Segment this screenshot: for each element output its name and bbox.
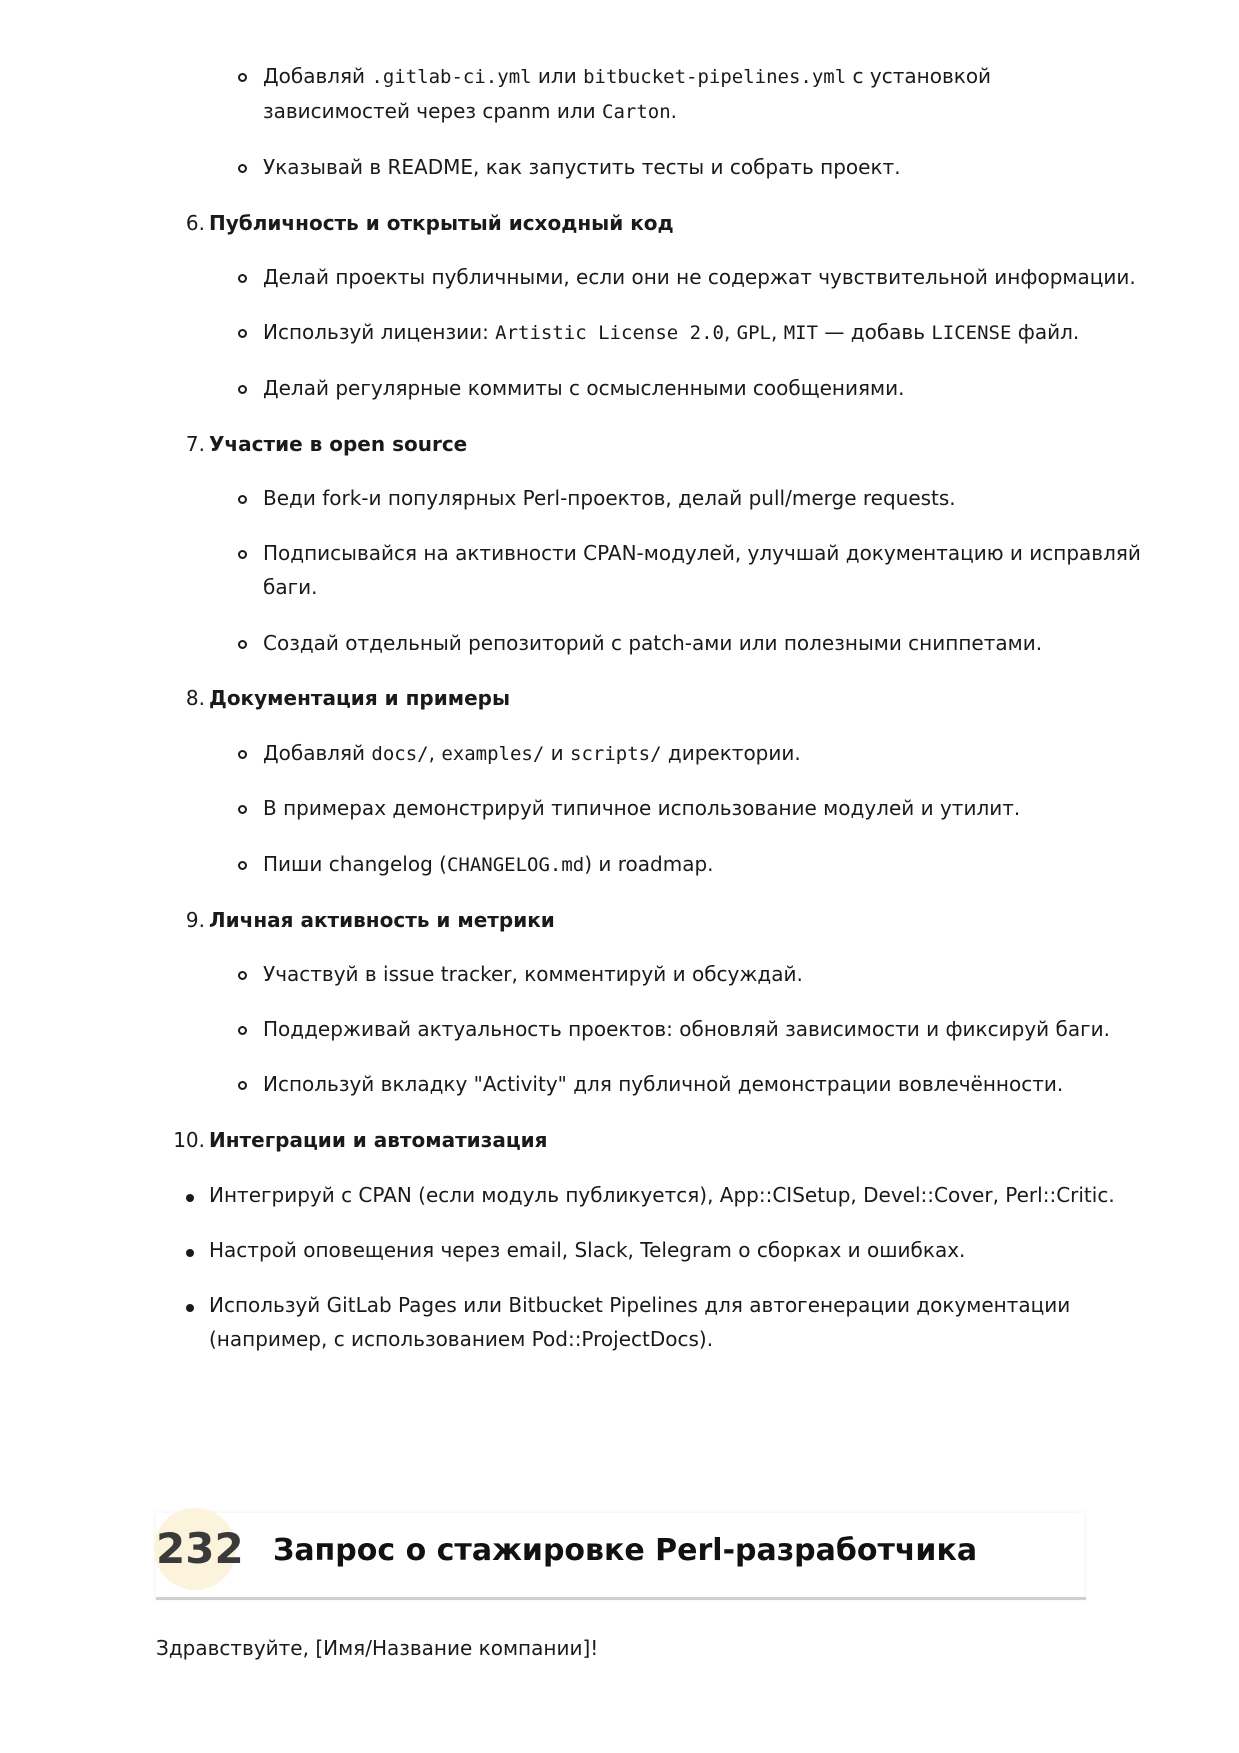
circle-bullet-icon xyxy=(238,1026,247,1035)
list-item xyxy=(263,315,1079,350)
item-text: баги. xyxy=(263,575,318,599)
item-text: Участвуй в issue tracker, комментируй и обсуждай. xyxy=(263,962,803,986)
item-text: В примерах демонстрируй типичное использование модулей и утилит. xyxy=(263,796,1021,820)
inline-code: GPL xyxy=(736,322,771,344)
inline-code: .gitlab-ci.yml xyxy=(371,66,532,88)
section-heading: Участие в open source xyxy=(209,432,468,456)
circle-bullet-icon xyxy=(238,750,247,759)
circle-bullet-icon xyxy=(238,164,247,173)
circle-bullet-icon xyxy=(238,274,247,283)
inline-code: CHANGELOG.md xyxy=(446,854,585,876)
item-text: и xyxy=(544,741,571,765)
list-item-continuation xyxy=(263,94,677,129)
circle-bullet-icon xyxy=(238,805,247,814)
item-text: , xyxy=(428,741,442,765)
list-item xyxy=(263,791,1020,825)
section-heading: Личная активность и метрики xyxy=(209,908,555,932)
list-number: 10. xyxy=(173,1128,205,1152)
list-item-continuation xyxy=(209,1322,713,1356)
circle-bullet-icon xyxy=(238,495,247,504)
item-text: . xyxy=(670,99,678,123)
list-item xyxy=(263,536,1141,570)
item-text: (например, с использованием Pod::ProjectDocs). xyxy=(209,1327,714,1351)
list-number: 7. xyxy=(185,432,205,456)
item-text: Поддерживай актуальность проектов: обновляй зависимости и фиксируй баги. xyxy=(263,1017,1110,1041)
list-item xyxy=(209,1233,965,1267)
item-text: файл. xyxy=(1011,320,1080,344)
item-text: Делай регулярные коммиты с осмысленными сообщениями. xyxy=(263,376,905,400)
circle-bullet-icon xyxy=(238,971,247,980)
list-item xyxy=(263,957,803,991)
disc-bullet-icon xyxy=(186,1304,194,1312)
section-heading: Публичность и открытый исходный код xyxy=(209,211,674,235)
item-text: Создай отдельный репозиторий с patch-ами или полезными сниппетами. xyxy=(263,631,1043,655)
disc-bullet-icon xyxy=(186,1194,194,1202)
section-heading: Интеграции и автоматизация xyxy=(209,1128,548,1152)
list-item-continuation xyxy=(263,570,317,604)
list-item xyxy=(263,59,991,94)
inline-code: bitbucket-pipelines.yml xyxy=(583,66,847,88)
circle-bullet-icon xyxy=(238,640,247,649)
list-number: 9. xyxy=(185,908,205,932)
circle-bullet-icon xyxy=(238,385,247,394)
item-text: Настрой оповещения через email, Slack, Telegram о сборках и ошибках. xyxy=(209,1238,966,1262)
item-text: Указывай в README, как запустить тесты и собрать проект. xyxy=(263,155,901,179)
disc-bullet-icon xyxy=(186,1249,194,1257)
item-text: или xyxy=(550,99,603,123)
list-item xyxy=(263,150,901,184)
list-item xyxy=(263,481,956,515)
item-text: Используй GitLab Pages или Bitbucket Pipelines для автогенерации документации xyxy=(209,1293,1071,1317)
inline-code: Artistic License 2.0 xyxy=(495,322,724,344)
inline-code: docs/ xyxy=(371,743,429,765)
item-text: Интегрируй с CPAN (если модуль публикуется), App::CISetup, Devel::Cover, Perl::Critic. xyxy=(209,1183,1115,1207)
list-item xyxy=(263,371,904,405)
item-text: ) и roadmap. xyxy=(584,852,714,876)
chapter-title: Запрос о стажировке Perl-разработчика xyxy=(273,1533,978,1568)
item-text: , xyxy=(723,320,737,344)
inline-code: Carton xyxy=(602,101,671,123)
list-item xyxy=(263,1012,1110,1046)
greeting-text: Здравствуйте, [Имя/Название компании]! xyxy=(156,1636,599,1660)
chapter-number: 232 xyxy=(156,1524,244,1573)
item-text: Используй лицензии: xyxy=(263,320,496,344)
item-text: , xyxy=(771,320,784,344)
item-text: Добавляй xyxy=(263,64,372,88)
circle-bullet-icon xyxy=(238,861,247,870)
inline-code: MIT xyxy=(783,322,819,344)
circle-bullet-icon xyxy=(238,1081,247,1090)
list-number: 8. xyxy=(185,686,205,710)
list-item xyxy=(263,847,714,882)
item-text: cpanm xyxy=(482,99,551,123)
item-text: с установкой xyxy=(846,64,992,88)
inline-code: examples/ xyxy=(441,743,545,765)
list-item xyxy=(263,626,1042,660)
list-item xyxy=(263,1067,1063,1101)
item-text: Делай проекты публичными, если они не содержат чувствительной информации. xyxy=(263,265,1136,289)
item-text: или xyxy=(531,64,584,88)
item-text: — добавь xyxy=(818,320,932,344)
list-item xyxy=(263,736,801,771)
circle-bullet-icon xyxy=(238,550,247,559)
circle-bullet-icon xyxy=(238,73,247,82)
item-text: зависимостей через xyxy=(263,99,483,123)
chapter-divider xyxy=(156,1597,1086,1600)
list-number: 6. xyxy=(185,211,205,235)
list-item xyxy=(209,1288,1070,1322)
item-text: Веди fork-и популярных Perl-проектов, делай pull/merge requests. xyxy=(263,486,956,510)
list-item xyxy=(209,1178,1115,1212)
inline-code: scripts/ xyxy=(570,743,662,765)
item-text: Пиши changelog ( xyxy=(263,852,447,876)
item-text: Используй вкладку "Activity" для публичной демонстрации вовлечённости. xyxy=(263,1072,1064,1096)
list-item xyxy=(263,260,1136,294)
circle-bullet-icon xyxy=(238,329,247,338)
inline-code: LICENSE xyxy=(931,322,1012,344)
section-heading: Документация и примеры xyxy=(209,686,511,710)
item-text: директории. xyxy=(661,741,801,765)
item-text: Добавляй xyxy=(263,741,372,765)
item-text: Подписывайся на активности CPAN-модулей, улучшай документацию и исправляй xyxy=(263,541,1141,565)
